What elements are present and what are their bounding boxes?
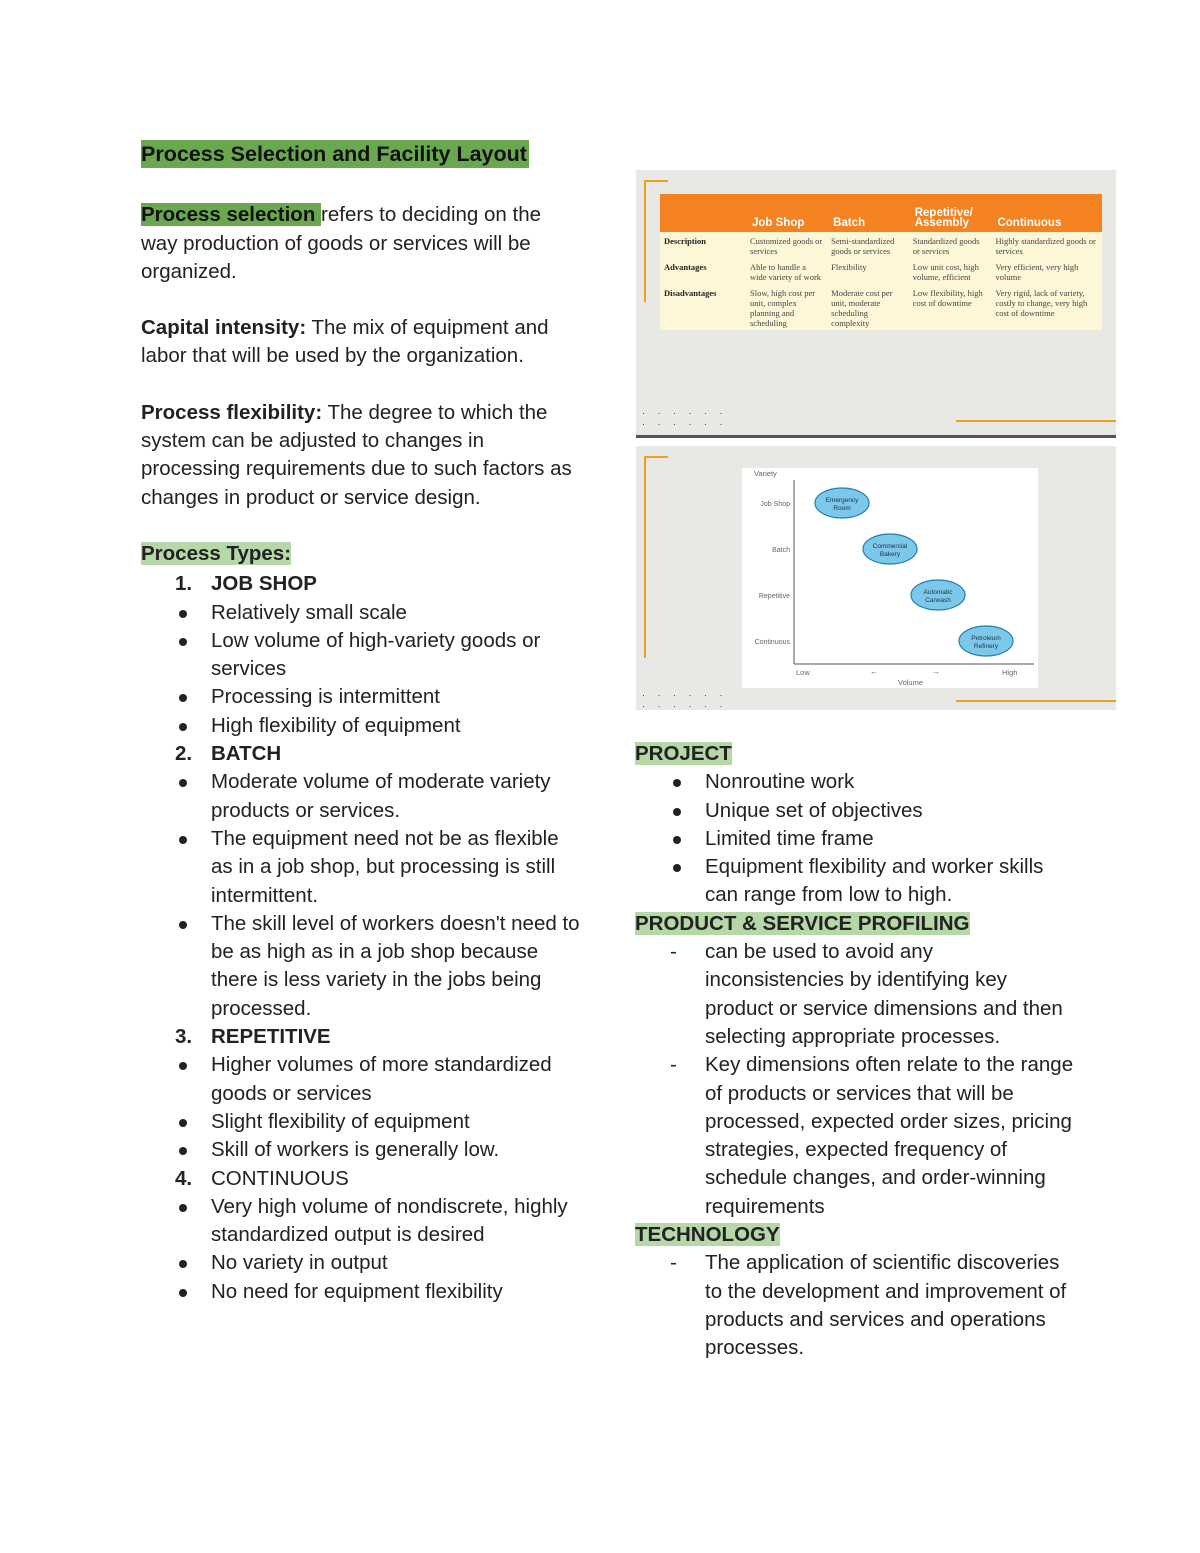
table-cell: Slow, high cost per unit, complex planning and scheduling (750, 288, 816, 328)
list-item: Equipment flexibility and worker skills can range from low to high. (635, 853, 1075, 910)
profiling-heading (635, 910, 1075, 938)
table-header-row (660, 194, 1102, 232)
point-label: Refinery (973, 643, 999, 650)
y-tick-label: Batch (772, 547, 790, 554)
x-tick-high: High (1002, 668, 1018, 677)
profiling-heading-label: PRODUCT & SERVICE PROFILING (635, 911, 970, 935)
title-highlight: Process Selection and Facility Layout (141, 140, 529, 168)
list-item: - can be used to avoid any inconsistencies by identifying key product or service dimensions and then selecting appropriate processes. (635, 938, 1075, 1051)
process-selection-text: refers to deciding on the way production of goods or services will be organized. (141, 203, 541, 283)
volume-variety-figure (636, 446, 1116, 710)
table-cell: Flexibility (831, 262, 867, 272)
type-batch (141, 740, 581, 768)
list-item: Higher volumes of more standardized goods or services (141, 1051, 581, 1108)
capital-intensity-definition (141, 314, 581, 371)
point-label: Petroleum (971, 635, 1001, 642)
process-selection-definition (141, 201, 581, 286)
y-axis-label: Variety (754, 469, 777, 478)
table-cell: Very rigid, lack of variety, costly to change, very high cost of downtime (995, 288, 1088, 318)
chart-svg (742, 468, 1038, 688)
y-tick-label: Continuous (754, 639, 790, 646)
list-item: Low volume of high-variety goods or services (141, 627, 581, 684)
list-item: High flexibility of equipment (141, 712, 581, 740)
table-cell: Semi-standardized goods or services (831, 236, 895, 256)
point-label: Automatic (923, 589, 953, 596)
process-flexibility-definition (141, 399, 581, 512)
technology-heading (635, 1221, 1075, 1249)
list-item: Unique set of objectives (635, 797, 1075, 825)
table-cell: Highly standardized goods or services (995, 236, 1096, 256)
orange-line-decoration (956, 420, 1116, 422)
type-name: CONTINUOUS (211, 1166, 349, 1190)
type-number: 1. (175, 572, 193, 596)
row-label: Advantages (664, 262, 707, 272)
process-comparison-figure (636, 170, 1116, 438)
technology-list (635, 1249, 1075, 1362)
list-item: - Key dimensions often relate to the range of products or services that will be processed, expected order sizes, pricing strategies, expected frequency of schedule changes, and order-winning requirements (635, 1051, 1075, 1221)
capital-intensity-term: Capital intensity: (141, 316, 307, 340)
list-item: The equipment need not be as flexible as in a job shop, but processing is still intermittent. (141, 825, 581, 910)
table-cell: Able to handle a wide variety of work (750, 262, 822, 282)
list-item: Relatively small scale (141, 599, 581, 627)
table-cell: Low flexibility, high cost of downtime (912, 288, 983, 308)
type-continuous (141, 1165, 581, 1193)
dots-decoration: · · · · · · · · · · · · (642, 408, 728, 429)
point-label: Room (833, 505, 851, 512)
list-item: The skill level of workers doesn't need to be as high as in a job shop because there is less variety in the jobs being processed. (141, 910, 581, 1023)
list-item: Moderate volume of moderate variety products or services. (141, 768, 581, 825)
project-heading (635, 740, 1075, 768)
list-item: Skill of workers is generally low. (141, 1136, 581, 1164)
table-header: Continuous (991, 194, 1102, 232)
list-item: Processing is intermittent (141, 683, 581, 711)
list-item: Very high volume of nondiscrete, highly standardized output is desired (141, 1193, 581, 1250)
table-cell: Very efficient, very high volume (995, 262, 1079, 282)
table-cell: Low unit cost, high volume, efficient (912, 262, 979, 282)
orange-line-decoration (956, 700, 1116, 702)
dots-decoration: · · · · · · · · · · · · (642, 690, 728, 710)
type-repetitive (141, 1023, 581, 1051)
list-item: Nonroutine work (635, 768, 1075, 796)
type-number: 2. (175, 742, 193, 766)
project-heading-label: PROJECT (635, 742, 732, 765)
capital-intensity-text: The mix of equipment and labor that will be used by the organization. (141, 316, 549, 368)
type-name: BATCH (211, 742, 282, 766)
volume-variety-chart (742, 468, 1038, 688)
x-tick-low: Low (796, 668, 810, 677)
list-item: No need for equipment flexibility (141, 1278, 581, 1306)
technology-heading-label: TECHNOLOGY (635, 1223, 780, 1247)
table-cell: Standardized goods or services (912, 236, 980, 256)
table-row (660, 258, 1102, 284)
arrow-right: → (932, 667, 940, 676)
table-header: Batch (827, 194, 909, 232)
y-tick-label: Job Shop (760, 501, 790, 508)
type-name: REPETITIVE (211, 1025, 331, 1049)
row-label: Disadvantages (664, 288, 717, 298)
right-column (635, 740, 1075, 1363)
type-number: 3. (175, 1025, 193, 1049)
list-item: No variety in output (141, 1249, 581, 1277)
list-item: - The application of scientific discoveries to the development and improvement of products and services and operations processes. (635, 1249, 1075, 1362)
process-flexibility-text: The degree to which the system can be adjusted to changes in processing requirements due to such factors as changes in product or service design. (141, 400, 572, 509)
point-label: Carwash (925, 597, 951, 604)
profiling-list (635, 938, 1075, 1221)
process-types-list (141, 570, 581, 1306)
arrow-left: ← (870, 667, 878, 676)
divider-line (636, 435, 1116, 438)
point-label: Bakery (879, 551, 901, 558)
project-list (635, 768, 1075, 909)
row-label: Description (664, 236, 707, 246)
point-label: Emergency (825, 497, 859, 504)
process-comparison-table (660, 194, 1102, 330)
type-job-shop (141, 570, 581, 598)
point-label: Commercial (872, 543, 908, 550)
list-item: Slight flexibility of equipment (141, 1108, 581, 1136)
process-selection-term: Process selection (141, 203, 322, 227)
corner-decoration (644, 456, 668, 658)
process-types-heading (141, 540, 581, 568)
left-column (141, 140, 581, 1306)
table-cell: Moderate cost per unit, moderate scheduling complexity (831, 288, 893, 328)
table-header: Job Shop (746, 194, 827, 232)
table-header: Repetitive/ Assembly (909, 194, 992, 232)
table-cell: Customized goods or services (750, 236, 823, 256)
table-header (660, 194, 746, 232)
y-tick-label: Repetitive (758, 593, 790, 600)
table-row (660, 284, 1102, 330)
process-flexibility-term: Process flexibility: (141, 400, 323, 424)
x-axis-label: Volume (898, 678, 924, 687)
list-item: Limited time frame (635, 825, 1075, 853)
page-title (141, 140, 581, 169)
type-number: 4. (175, 1166, 193, 1190)
process-types-label: Process Types: (141, 541, 292, 565)
table-row (660, 232, 1102, 258)
type-name: JOB SHOP (211, 572, 317, 596)
